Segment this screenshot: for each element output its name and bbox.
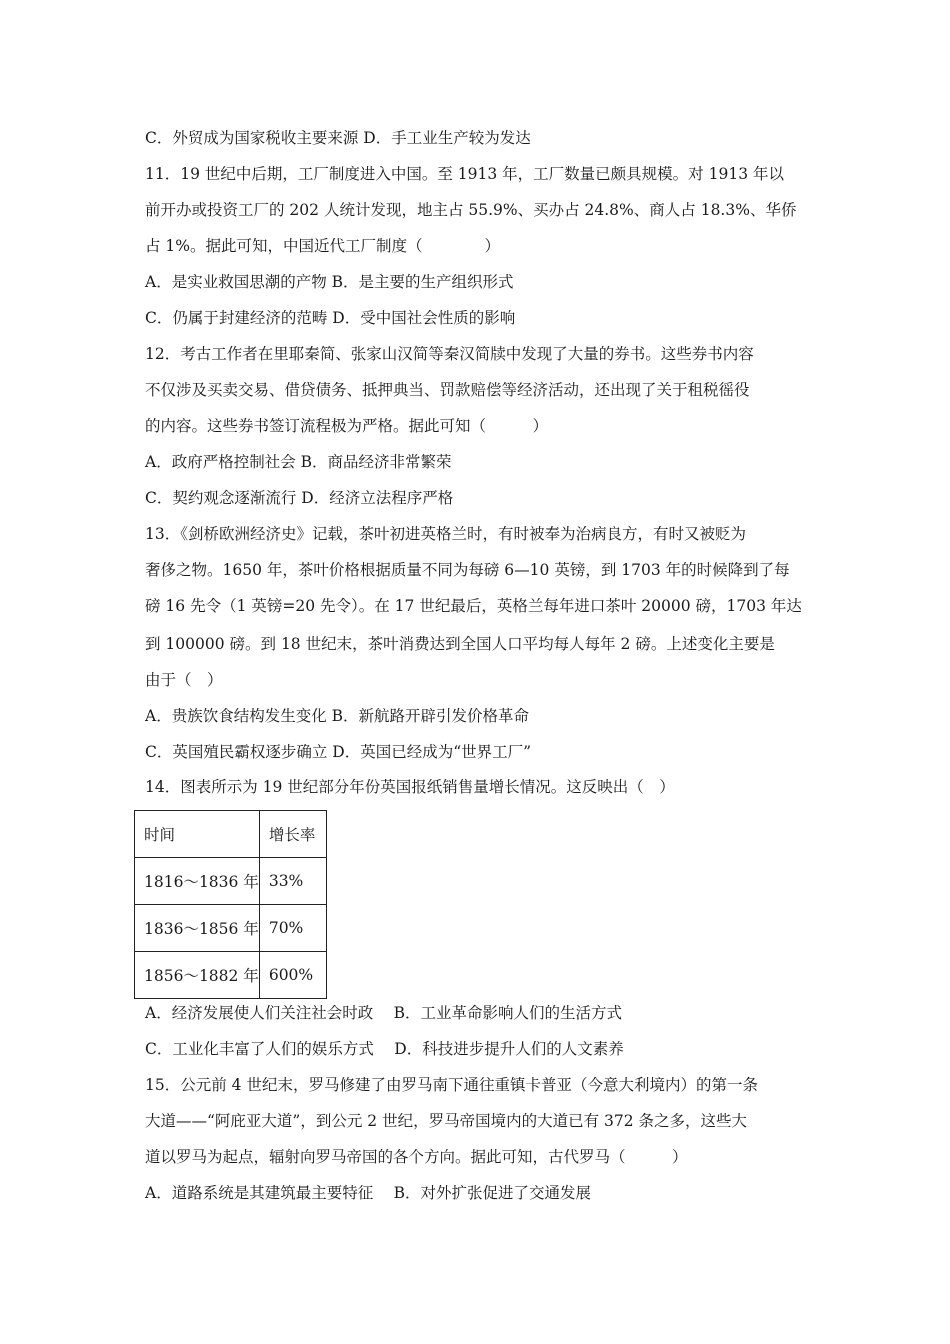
q12-stem-line-2: 不仅涉及买卖交易、借贷债务、抵押典当、罚款赔偿等经济活动，还出现了关于租税徭役 [145, 381, 750, 399]
table-row [135, 905, 327, 952]
q12-options-cd: C．契约观念逐渐流行 D．经济立法程序严格 [145, 489, 454, 507]
q13-options-ab: A．贵族饮食结构发生变化 B．新航路开辟引发价格革命 [145, 707, 530, 725]
q13-options-cd: C．英国殖民霸权逐步确立 D．英国已经成为“世界工厂” [145, 743, 532, 761]
q13-stem-line-5: 由于（ ） [145, 671, 223, 689]
q15-options-ab: A．道路系统是其建筑最主要特征 B．对外扩张促进了交通发展 [145, 1184, 592, 1202]
growth-table [134, 810, 327, 999]
cell-period: 1856～1882 年 [135, 952, 260, 999]
q13-stem-line-1: 13．《剑桥欧洲经济史》记载，茶叶初进英格兰时，有时被奉为治病良方，有时又被贬为 [145, 525, 746, 543]
q12-stem-line-1: 12．考古工作者在里耶秦简、张家山汉简等秦汉简牍中发现了大量的券书。这些券书内容 [145, 345, 754, 363]
q13-stem-line-4: 到 100000 磅。到 18 世纪末，茶叶消费达到全国人口平均每人每年 2 磅。上述变化主要是 [145, 635, 775, 653]
cell-period: 1816～1836 年 [135, 858, 260, 905]
q13-stem-line-2: 奢侈之物。1650 年，茶叶价格根据质量不同为每磅 6—10 英镑，到 1703 年的时候降到了每 [145, 561, 790, 579]
cell-period: 1836～1856 年 [135, 905, 260, 952]
table-header-row [135, 811, 327, 858]
q12-stem-line-3: 的内容。这些券书签订流程极为严格。据此可知（ ） [145, 417, 549, 435]
table-row [135, 952, 327, 999]
q14-stem: 14．图表所示为 19 世纪部分年份英国报纸销售量增长情况。这反映出（ ） [145, 778, 675, 796]
q15-stem-line-2: 大道——“阿庇亚大道”，到公元 2 世纪，罗马帝国境内的大道已有 372 条之多，这些大 [145, 1112, 748, 1130]
q13-stem-line-3: 磅 16 先令（1 英镑=20 先令）。在 17 世纪最后，英格兰每年进口茶叶 20000 磅，1703 年达 [145, 597, 802, 615]
table-row [135, 858, 327, 905]
header-growth-rate: 增长率 [259, 811, 326, 858]
q11-stem-line-3: 占 1%。据此可知，中国近代工厂制度（ ） [145, 237, 501, 255]
q14-options-cd: C．工业化丰富了人们的娱乐方式 D．科技进步提升人们的人文素养 [145, 1040, 624, 1058]
cell-growth-rate: 70% [259, 905, 326, 952]
header-period: 时间 [135, 811, 260, 858]
q14-options-ab: A．经济发展使人们关注社会时政 B．工业革命影响人们的生活方式 [145, 1004, 623, 1022]
q10-options-cd: C．外贸成为国家税收主要来源 D．手工业生产较为发达 [145, 129, 531, 147]
q11-options-ab: A．是实业救国思潮的产物 B．是主要的生产组织形式 [145, 273, 514, 291]
q11-options-cd: C．仍属于封建经济的范畴 D．受中国社会性质的影响 [145, 309, 516, 327]
q12-options-ab: A．政府严格控制社会 B．商品经济非常繁荣 [145, 453, 452, 471]
q15-stem-line-1: 15．公元前 4 世纪末，罗马修建了由罗马南下通往重镇卡普亚（今意大利境内）的第一条 [145, 1076, 758, 1094]
q15-stem-line-3: 道以罗马为起点，辐射向罗马帝国的各个方向。据此可知，古代罗马（ ） [145, 1148, 688, 1166]
q11-stem-line-2: 前开办或投资工厂的 202 人统计发现，地主占 55.9%、买办占 24.8%、商人占 18.3%、华侨 [145, 201, 797, 219]
cell-growth-rate: 600% [259, 952, 326, 999]
cell-growth-rate: 33% [259, 858, 326, 905]
q11-stem-line-1: 11．19 世纪中后期，工厂制度进入中国。至 1913 年，工厂数量已颇具规模。对 1913 年以 [145, 165, 784, 183]
newspaper-growth-table [134, 810, 327, 998]
